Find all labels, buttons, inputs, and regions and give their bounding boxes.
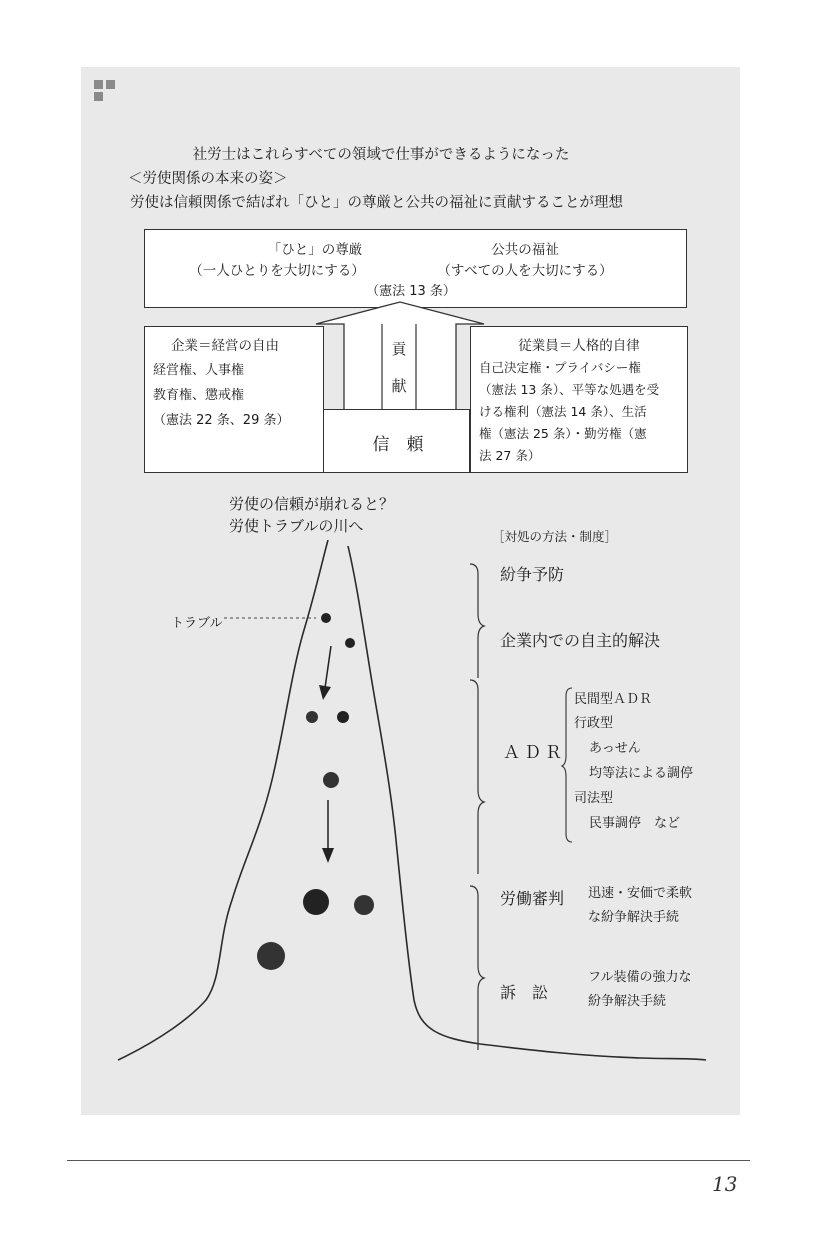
- adr-item: 均等法による調停: [589, 766, 694, 781]
- question-2: 労使トラブルの川へ: [229, 517, 364, 535]
- labor-tribunal-desc: な紛争解決手続: [588, 910, 680, 925]
- employee-line: 自己決定権・プライバシー権: [479, 360, 641, 375]
- lawsuit-desc: フル装備の強力な: [588, 970, 692, 985]
- company-line: 教育権、懲戒権: [153, 388, 245, 403]
- adr-item: 民間型ＡＤＲ: [574, 692, 653, 707]
- prevention-label: 紛争予防: [500, 565, 565, 584]
- labor-tribunal-label: 労働審判: [500, 889, 565, 908]
- welfare-sub: （すべての人を大切にする）: [437, 263, 613, 279]
- trouble-label: トラブル: [171, 616, 223, 631]
- lawsuit-desc: 紛争解決手続: [588, 994, 667, 1009]
- labor-tribunal-desc: 迅速・安価で柔軟: [588, 886, 693, 901]
- contribution-char-1: 貢: [391, 340, 407, 358]
- company-title: 企業＝経営の自由: [171, 338, 279, 354]
- company-line: 経営権、人事権: [153, 363, 245, 378]
- employee-line: 権（憲法 25 条）・勤労権（憲: [479, 426, 647, 441]
- adr-label: ＡＤＲ: [503, 743, 566, 763]
- employee-title: 従業員＝人格的自律: [518, 338, 640, 354]
- header-line-3: 労使は信頼関係で結ばれ「ひと」の尊厳と公共の福祉に貢献することが理想: [130, 195, 623, 211]
- header-line-1: 社労士はこれらすべての領域で仕事ができるようになった: [192, 147, 570, 163]
- footer-rule: [67, 1160, 750, 1161]
- header-line-2: ＜労使関係の本来の姿＞: [128, 171, 288, 187]
- question-1: 労使の信頼が崩れると？: [229, 495, 395, 513]
- company-line: （憲法 22 条、29 条）: [153, 413, 290, 428]
- employee-line: 法 27 条）: [479, 448, 541, 463]
- internal-resolution-label: 企業内での自主的解決: [500, 631, 661, 650]
- page-number: 13: [712, 1172, 738, 1196]
- adr-item: あっせん: [589, 741, 641, 756]
- lawsuit-label: 訴 訟: [500, 983, 549, 1002]
- dignity-title: 「ひと」の尊厳: [267, 242, 363, 258]
- top-law: （憲法 13 条）: [366, 284, 456, 299]
- contribution-char-2: 献: [391, 377, 407, 395]
- adr-item: 民事調停 など: [589, 816, 681, 831]
- trust-label: 信 頼: [372, 435, 424, 455]
- dignity-sub: （一人ひとりを大切にする）: [189, 263, 365, 279]
- employee-line: ける権利（憲法 14 条）、生活: [479, 404, 647, 419]
- employee-line: （憲法 13 条）、平等な処遇を受: [479, 382, 660, 397]
- adr-item: 行政型: [574, 716, 614, 731]
- methods-heading: ［対処の方法・制度］: [492, 529, 618, 544]
- adr-item: 司法型: [574, 791, 614, 806]
- welfare-title: 公共の福祉: [491, 242, 559, 258]
